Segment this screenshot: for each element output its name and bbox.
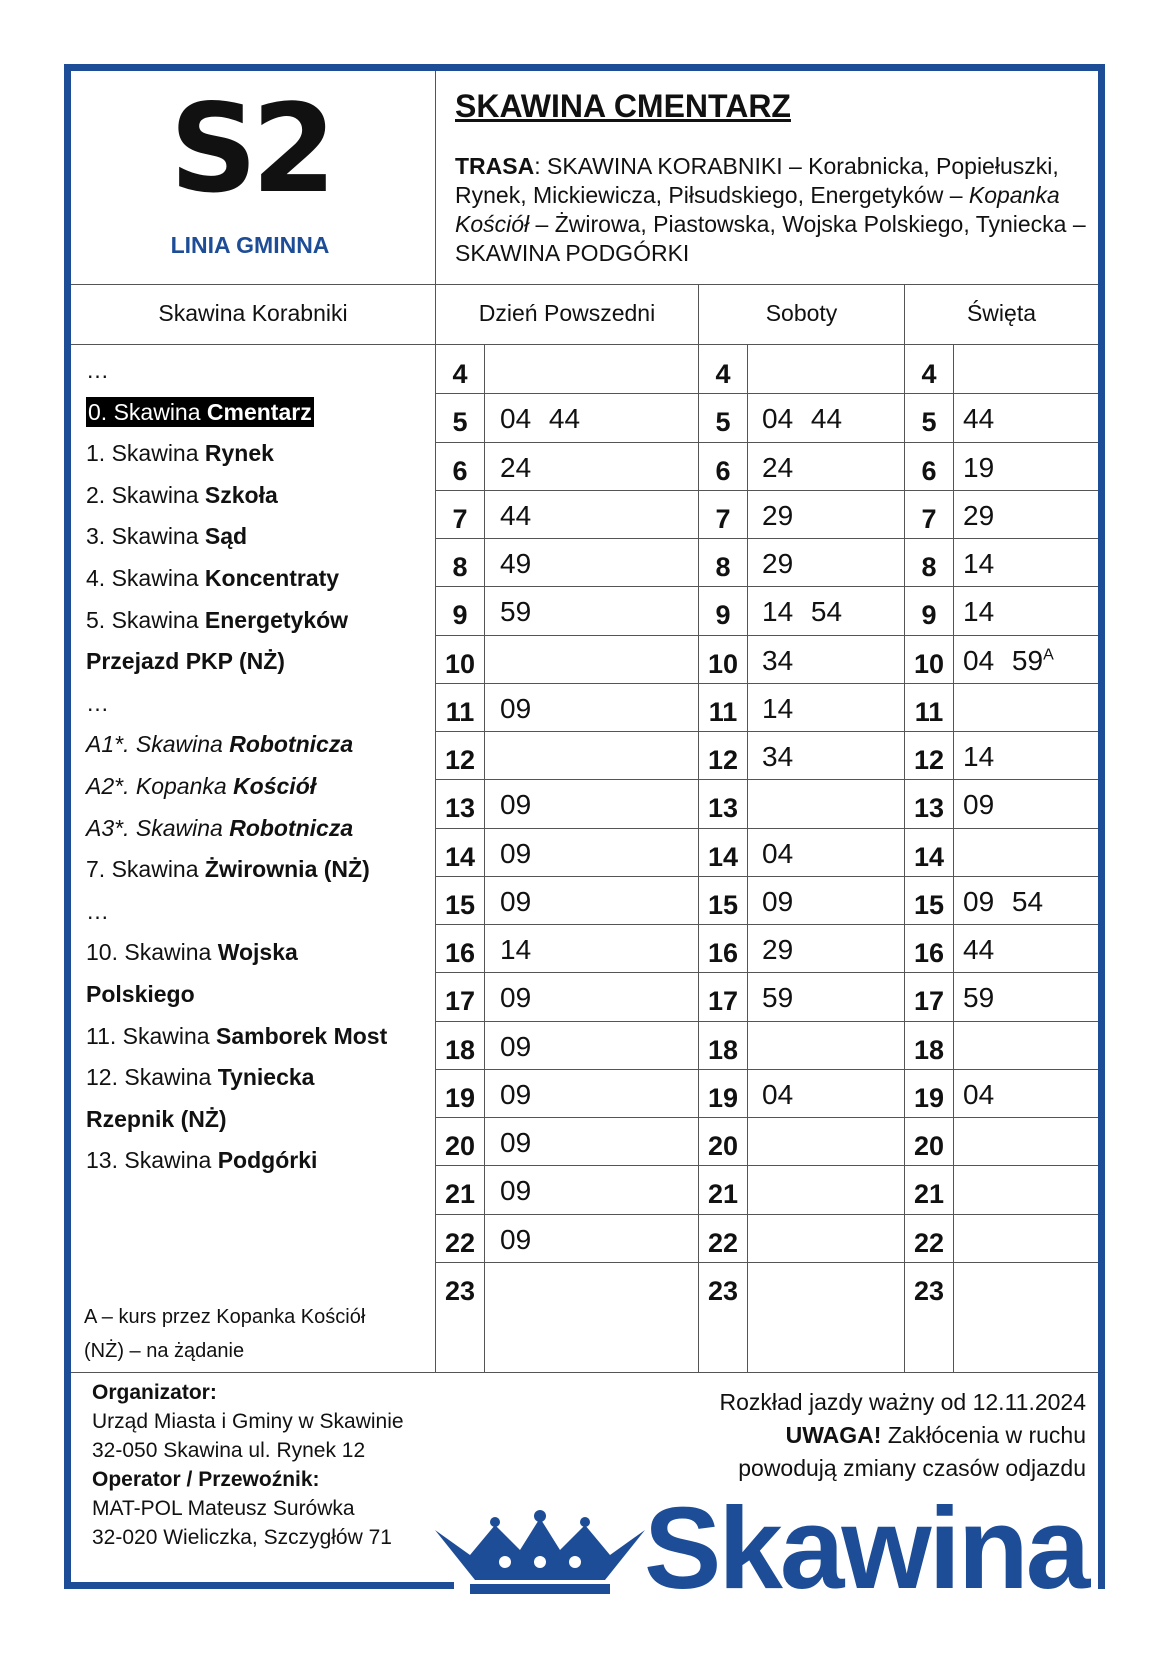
- stop-prefix: 13. Skawina: [86, 1147, 218, 1174]
- operator-label: Operator / Przewoźnik:: [92, 1468, 320, 1491]
- hour-label: 7: [452, 503, 468, 534]
- minutes-value: 04 44: [500, 403, 581, 435]
- stop-item: [86, 1057, 436, 1099]
- minutes-value: 14: [500, 934, 532, 965]
- minutes-value: 09: [500, 1223, 532, 1255]
- grid-line: [436, 828, 1098, 829]
- stop-prefix: …: [86, 357, 109, 383]
- weekday-column-header: Dzień Powszedni: [478, 300, 656, 326]
- stop-item: [86, 932, 436, 974]
- minutes-value: 09: [500, 692, 532, 724]
- grid-line: [747, 345, 748, 1372]
- stop-name: Żwirownia (NŻ): [204, 856, 370, 883]
- stop-name: Szkoła: [204, 481, 278, 508]
- departure-minutes: [500, 789, 531, 821]
- hour-label: 21: [707, 1179, 739, 1210]
- minutes-value: 14: [963, 548, 995, 579]
- minutes-value: 09: [500, 885, 532, 917]
- organizer-info: [92, 1378, 404, 1552]
- stop-item: [86, 558, 436, 600]
- hour-label: 17: [707, 986, 739, 1017]
- hour-label: 13: [444, 793, 476, 824]
- grid-line: [698, 284, 699, 344]
- departure-minutes: [500, 1127, 531, 1159]
- departure-minutes: [963, 1079, 994, 1111]
- hour-label: 13: [707, 793, 739, 824]
- hour-label: 19: [707, 1082, 739, 1113]
- grid-line: [436, 538, 1098, 539]
- stop-prefix: 0. Skawina: [88, 398, 207, 425]
- hour-label: 7: [715, 503, 731, 534]
- stop-prefix: …: [86, 689, 109, 716]
- departure-minutes: [500, 934, 531, 966]
- departure-minutes: [500, 1031, 531, 1063]
- stop-item: [86, 1016, 436, 1058]
- hour-label: 15: [444, 889, 476, 920]
- minutes-value: 14: [963, 596, 995, 628]
- stop-column-header: Skawina Korabniki: [158, 300, 348, 326]
- legend-nz: (NŻ) – na żądanie: [84, 1340, 245, 1362]
- hour-label: 23: [444, 1275, 476, 1306]
- departure-minutes: [963, 934, 994, 966]
- departure-minutes: [762, 741, 793, 773]
- departure-minutes: [963, 500, 994, 532]
- stop-item: [86, 808, 436, 850]
- minutes-value: 09: [500, 1030, 532, 1062]
- hour-label: 14: [913, 841, 945, 872]
- divider: [71, 284, 1098, 285]
- saturday-column-header: Soboty: [765, 300, 838, 326]
- stop-item: [86, 475, 436, 517]
- hour-label: 9: [921, 600, 937, 631]
- hour-label: 17: [444, 986, 476, 1017]
- departure-minutes: [500, 693, 531, 725]
- stop-item: [86, 1140, 436, 1182]
- route-text-italic: Kopanka Kościół: [455, 182, 1060, 237]
- minutes-value: 09: [500, 1078, 532, 1110]
- grid-line: [436, 924, 1098, 925]
- departure-minutes: [762, 838, 793, 870]
- hour-label: 21: [444, 1179, 476, 1210]
- departure-minutes: [500, 596, 531, 628]
- warning-text-2: powodują zmiany czasów odjazdu: [738, 1455, 1086, 1481]
- minutes-value: 29: [963, 499, 995, 531]
- organizer-name: Urząd Miasta i Gminy w Skawinie: [92, 1410, 404, 1433]
- hour-label: 12: [913, 745, 945, 775]
- hour-label: 11: [445, 696, 475, 727]
- grid-line: [436, 393, 1098, 394]
- hour-label: 10: [707, 648, 739, 679]
- grid-line: [436, 779, 1098, 780]
- minutes-value: 09: [500, 1127, 532, 1158]
- departure-minutes: [500, 886, 531, 918]
- minutes-value: 14: [762, 692, 794, 724]
- departure-minutes: [963, 452, 994, 484]
- grid-line: [436, 1165, 1098, 1166]
- departure-minutes: [963, 886, 1043, 918]
- minutes-value: 44: [963, 403, 995, 435]
- minutes-value: 29: [762, 548, 794, 579]
- minutes-value: 09 54: [963, 885, 1044, 917]
- stop-item: [86, 641, 436, 683]
- hour-label: 15: [913, 889, 945, 920]
- stop-prefix: 4. Skawina: [86, 564, 205, 591]
- legend: [84, 1300, 365, 1368]
- stop-name: Robotnicza: [229, 814, 354, 841]
- organizer-label: Organizator:: [92, 1381, 217, 1404]
- stop-name: Koncentraty: [204, 564, 340, 591]
- hour-label: 21: [913, 1179, 945, 1210]
- departure-minutes: [963, 741, 994, 773]
- route-description: [455, 152, 1095, 268]
- hour-label: 16: [913, 938, 945, 968]
- stop-prefix: 5. Skawina: [86, 606, 205, 633]
- warning-text: Zakłócenia w ruchu: [881, 1422, 1086, 1448]
- departure-minutes: [500, 403, 580, 435]
- stop-item: [86, 433, 436, 475]
- hour-label: 8: [921, 552, 937, 582]
- organizer-address: 32-050 Skawina ul. Rynek 12: [92, 1439, 366, 1462]
- stop-prefix: 1. Skawina: [86, 440, 205, 467]
- stop-name: Samborek Most: [215, 1022, 388, 1049]
- stop-item: [86, 600, 436, 642]
- stop-name: Robotnicza: [229, 731, 354, 758]
- operator-address: 32-020 Wieliczka, Szczygłów 71: [92, 1526, 392, 1549]
- hour-label: 10: [444, 648, 476, 679]
- legend-a: A – kurs przez Kopanka Kościół: [84, 1306, 366, 1328]
- line-number: S2: [169, 78, 331, 220]
- departure-minutes: [762, 403, 842, 435]
- stop-item: [86, 849, 436, 891]
- hour-label: 17: [913, 986, 945, 1017]
- departure-minutes: [762, 500, 793, 532]
- hour-label: 5: [452, 407, 468, 438]
- minutes-value: 09: [500, 789, 532, 821]
- stop-list: [86, 350, 436, 1182]
- stop-item: [86, 891, 436, 933]
- minutes-value: 09: [500, 1175, 532, 1207]
- hour-label: 11: [914, 696, 944, 727]
- hour-label: 18: [913, 1034, 945, 1065]
- divider: [71, 1372, 1098, 1373]
- stop-name: Rynek: [204, 440, 274, 467]
- hour-label: 16: [707, 938, 739, 968]
- grid-line: [953, 345, 954, 1372]
- grid-line: [436, 1214, 1098, 1215]
- stop-prefix: 12. Skawina: [86, 1064, 218, 1091]
- valid-from: Rozkład jazdy ważny od 12.11.2024: [719, 1389, 1086, 1415]
- stop-name: Sąd: [204, 523, 248, 550]
- grid-line: [436, 635, 1098, 636]
- minutes-value: 09: [500, 982, 532, 1014]
- departure-minutes: [500, 838, 531, 870]
- hour-label: 4: [715, 359, 731, 389]
- departure-minutes: [500, 1224, 531, 1256]
- hour-label: 6: [715, 455, 731, 486]
- minutes-value: 59: [500, 596, 532, 628]
- stop-item: [86, 1099, 436, 1141]
- minutes-value: 34: [762, 644, 794, 676]
- holiday-column-header: Święta: [966, 300, 1037, 326]
- brand-logo-text: Skawina: [644, 1483, 1088, 1613]
- stop-item: [86, 724, 436, 766]
- grid-line: [436, 1069, 1098, 1070]
- validity-notice: [566, 1386, 1086, 1485]
- stop-prefix: 10. Skawina: [86, 939, 218, 966]
- hour-label: 20: [913, 1131, 945, 1161]
- hour-label: 8: [715, 552, 731, 582]
- departure-minutes: [500, 1079, 531, 1111]
- hour-label: 10: [913, 648, 945, 679]
- departure-minutes: [762, 886, 793, 918]
- warning-label: UWAGA!: [785, 1422, 882, 1448]
- grid-line: [436, 586, 1098, 587]
- hour-label: 14: [444, 841, 476, 872]
- hour-label: 12: [444, 745, 476, 775]
- stop-item: [86, 766, 436, 808]
- hour-label: 14: [707, 841, 739, 872]
- departure-minutes: [762, 693, 793, 725]
- hour-label: 23: [913, 1275, 945, 1306]
- minutes-value: 34: [762, 741, 794, 772]
- stop-name: Podgórki: [217, 1147, 318, 1174]
- hour-label: 22: [913, 1227, 945, 1258]
- hour-label: 13: [913, 793, 945, 824]
- stop-prefix: 3. Skawina: [86, 523, 205, 550]
- minutes-value: 29: [762, 934, 794, 965]
- hour-label: 5: [715, 407, 731, 438]
- minutes-value: 09: [963, 789, 995, 821]
- departure-minutes: [963, 982, 994, 1014]
- hour-label: 12: [707, 745, 739, 775]
- grid-line: [436, 1262, 1098, 1263]
- grid-line: [436, 490, 1098, 491]
- hour-label: 16: [444, 938, 476, 968]
- stop-name: Tyniecka: [217, 1064, 315, 1091]
- grid-line: [436, 972, 1098, 973]
- minutes-value: 44: [500, 499, 532, 531]
- grid-line: [436, 1117, 1098, 1118]
- hour-label: 22: [707, 1227, 739, 1258]
- hour-label: 18: [444, 1034, 476, 1065]
- departure-minutes: [762, 452, 793, 484]
- departure-minutes: [762, 596, 842, 628]
- stop-item: [86, 392, 436, 434]
- minutes-value: 14 54: [762, 596, 843, 628]
- stop-item: [86, 683, 436, 725]
- footnote-marker: A: [1043, 646, 1054, 664]
- minutes-value: 14: [963, 741, 995, 772]
- minutes-value: 04: [963, 1078, 995, 1110]
- grid-line: [484, 345, 485, 1372]
- hour-label: 19: [913, 1082, 945, 1113]
- departure-minutes: [963, 548, 994, 580]
- minutes-value: 19: [963, 451, 995, 483]
- hour-label: 15: [707, 889, 739, 920]
- departure-minutes: [963, 403, 994, 435]
- minutes-value: 44: [963, 934, 995, 965]
- minutes-value: 49: [500, 548, 532, 579]
- stop-name: Kościół: [233, 772, 317, 799]
- stop-name: Cmentarz: [206, 398, 312, 425]
- grid-line: [904, 284, 905, 344]
- departure-minutes: [762, 645, 793, 677]
- hour-label: 7: [921, 503, 937, 534]
- stop-prefix: 2. Skawina: [86, 481, 205, 508]
- line-type: LINIA GMINNA: [170, 232, 330, 258]
- crown-icon: [435, 1510, 645, 1595]
- hour-label: 5: [921, 407, 937, 438]
- hour-label: 9: [715, 600, 731, 631]
- hour-label: 18: [707, 1034, 739, 1065]
- grid-line: [436, 1021, 1098, 1022]
- route-text: – Żwirowa, Piastowska, Wojska Polskiego, Tyniecka – SKAWINA PODGÓRKI: [455, 211, 1086, 266]
- route-text: : SKAWINA KORABNIKI – Korabnicka, Popiełuszki, Rynek, Mickiewicza, Piłsudskiego, Energetyków –: [455, 153, 1059, 208]
- hour-label: 20: [444, 1131, 476, 1161]
- hour-label: 23: [707, 1275, 739, 1306]
- departure-minutes: [500, 548, 531, 580]
- stop-prefix: A2*. Kopanka: [86, 772, 234, 799]
- departure-minutes: [500, 452, 531, 484]
- grid-line: [436, 683, 1098, 684]
- departure-minutes: [500, 500, 531, 532]
- destination-title: SKAWINA CMENTARZ: [455, 88, 791, 124]
- divider: [71, 344, 1098, 345]
- hour-label: 20: [707, 1131, 739, 1161]
- hour-label: 19: [444, 1082, 476, 1113]
- hour-label: 22: [444, 1227, 476, 1258]
- stop-prefix: 7. Skawina: [86, 856, 205, 883]
- stop-name: Energetyków: [204, 606, 349, 633]
- stop-item: [86, 350, 436, 392]
- hour-label: 6: [452, 455, 468, 486]
- minutes-value: 29: [762, 499, 794, 531]
- hour-label: 4: [921, 359, 937, 389]
- stop-prefix: A1*. Skawina: [86, 731, 230, 758]
- operator-name: MAT-POL Mateusz Surówka: [92, 1497, 355, 1520]
- minutes-value: 59: [963, 982, 995, 1014]
- grid-line: [436, 442, 1098, 443]
- stop-prefix: 11. Skawina: [86, 1022, 216, 1049]
- departure-minutes: [762, 548, 793, 580]
- minutes-value: 04: [762, 1078, 794, 1110]
- departure-minutes: [762, 934, 793, 966]
- route-label: TRASA: [455, 153, 535, 179]
- minutes-value: 04: [762, 837, 794, 869]
- hour-label: 9: [452, 600, 468, 631]
- stop-prefix: A3*. Skawina: [86, 814, 230, 841]
- minutes-value: 09: [500, 837, 532, 869]
- departure-minutes: [963, 596, 994, 628]
- departure-minutes: [500, 1175, 531, 1207]
- stop-item: [86, 516, 436, 558]
- hour-label: 11: [708, 696, 738, 727]
- minutes-value: 09: [762, 885, 794, 917]
- departure-minutes: [762, 1079, 793, 1111]
- stop-prefix: …: [86, 897, 109, 924]
- minutes-value: 24: [762, 451, 794, 483]
- hour-label: 8: [452, 552, 468, 582]
- minutes-value: 24: [500, 451, 532, 483]
- hour-label: 6: [921, 455, 937, 486]
- grid-line: [436, 876, 1098, 877]
- frame-bottom-border: [64, 1582, 454, 1589]
- minutes-value: 04 44: [762, 403, 843, 435]
- hour-label: 4: [452, 359, 468, 389]
- minutes-value: 59: [762, 982, 794, 1014]
- departure-minutes: [963, 789, 994, 821]
- departure-minutes: [762, 982, 793, 1014]
- minutes-value: 04 59: [963, 644, 1044, 676]
- departure-minutes: [500, 982, 531, 1014]
- stop-name: Rzepnik (NŻ): [86, 1105, 227, 1132]
- stop-name: Polskiego: [86, 980, 195, 1007]
- stop-item: [86, 974, 436, 1016]
- stop-name: Wojska: [217, 939, 298, 966]
- departure-minutes: [963, 645, 1054, 677]
- stop-name: Przejazd PKP (NŻ): [86, 648, 285, 675]
- grid-line: [436, 731, 1098, 732]
